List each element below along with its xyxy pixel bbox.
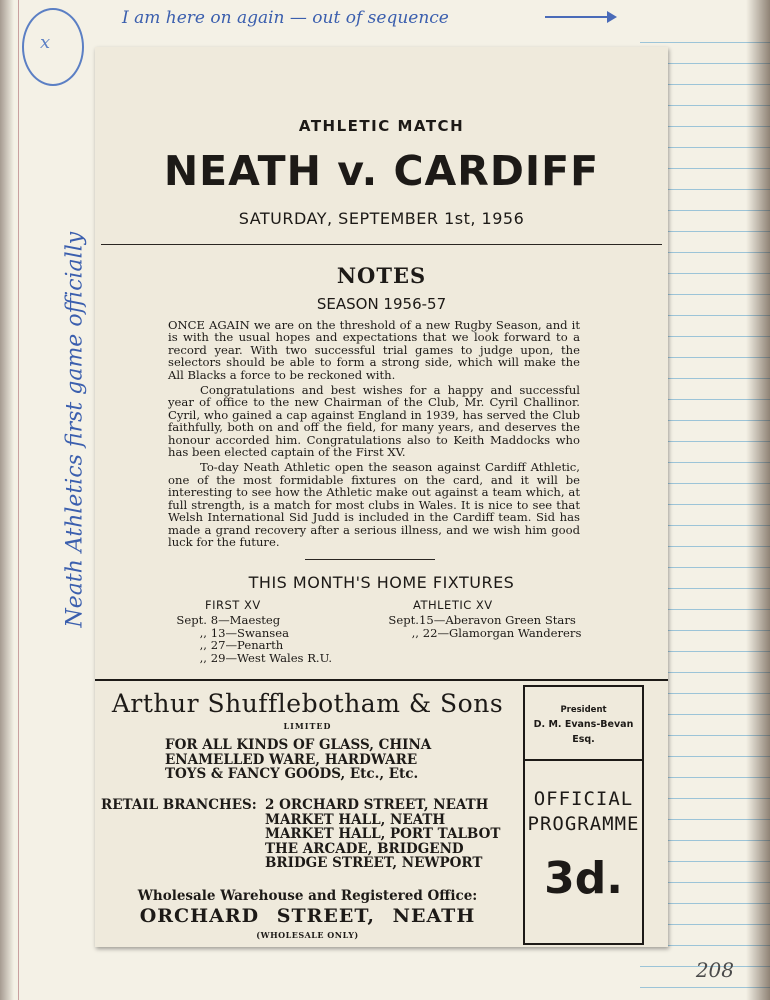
notebook-margin-line xyxy=(18,0,19,1000)
athletic-xv-heading: ATHLETIC XV xyxy=(413,598,493,612)
president-suffix: Esq. xyxy=(572,734,595,745)
shop-advert xyxy=(95,681,520,947)
notes-divider xyxy=(305,559,435,560)
page-edge-shadow xyxy=(0,0,14,1000)
president-label: President xyxy=(560,705,607,715)
fixture-row: ,, 22—Glamorgan Wanderers xyxy=(411,625,582,640)
notes-title: NOTES xyxy=(336,263,427,288)
fixtures-title: THIS MONTH'S HOME FIXTURES xyxy=(248,573,515,592)
match-programme xyxy=(95,47,668,947)
fixture-row: Sept.15—Aberavon Green Stars xyxy=(388,613,576,628)
binding-shadow xyxy=(746,0,770,1000)
advert-business-name: Arthur Shufflebotham & Sons xyxy=(111,689,504,718)
handwritten-circle-mark xyxy=(22,8,84,86)
fixture-row: ,, 29—West Wales R.U. xyxy=(199,650,333,665)
advert-goods xyxy=(165,738,431,782)
match-title: NEATH v. CARDIFF xyxy=(163,147,600,195)
programme-label-line: OFFICIAL xyxy=(533,788,634,810)
first-xv-heading: FIRST XV xyxy=(205,598,261,612)
programme-price: 3d. xyxy=(544,853,623,904)
programme-label-line: PROGRAMME xyxy=(527,813,640,835)
advert-branch-line: BRIDGE STREET, NEWPORT xyxy=(265,855,483,871)
notes-paragraph: ONCE AGAIN we are on the threshold of a new Rugby Season, and it is with the usual hopes and expectations that we look forward to a record year. With two successful trial games to judge upon, the selectors should be able to form a strong side, which will make the All Blacks a force to be reckoned with. xyxy=(168,318,580,382)
advert-limited: LIMITED xyxy=(283,721,332,731)
fixture-row: ,, 27—Penarth xyxy=(199,638,284,653)
advert-goods-line: TOYS & FANCY GOODS, Etc., Etc. xyxy=(165,766,419,782)
programme-kicker: ATHLETIC MATCH xyxy=(298,117,465,135)
advert-wholesale-only: (WHOLESALE ONLY) xyxy=(256,930,359,940)
notes-paragraph: Congratulations and best wishes for a happy and successful year of office to the new Chairman of the Club, Mr. Cyril Challinor. Cyril, who gained a cap against England in 1939, has served the Club faithfully, both on and off the field, for many years, and deserves the honour accorded him. Congratulations also to Keith Maddocks who has been elected captain of the First XV. xyxy=(168,383,580,460)
advert-branches-label: RETAIL BRANCHES: xyxy=(101,797,257,813)
advert-branch-line: MARKET HALL, NEATH xyxy=(265,811,446,828)
panel-divider xyxy=(525,759,642,761)
circle-mark-text: x xyxy=(40,32,51,53)
advert-wholesale: Wholesale Warehouse and Registered Office: xyxy=(137,888,478,904)
advert-branches xyxy=(265,798,500,871)
president-name: D. M. Evans-Bevan xyxy=(533,719,634,730)
fixture-row: Sept. 8—Maesteg xyxy=(176,613,281,628)
handwritten-top-note: I am here on again — out of sequence xyxy=(122,8,449,28)
notes-season: SEASON 1956-57 xyxy=(316,295,447,313)
advert-goods-line: FOR ALL KINDS OF GLASS, CHINA xyxy=(165,737,432,753)
notes-body xyxy=(168,319,580,551)
advert-branch-line: THE ARCADE, BRIDGEND xyxy=(265,840,464,857)
athletic-xv-fixtures xyxy=(375,599,615,639)
handwritten-page-number: 208 xyxy=(695,958,734,982)
fixture-row: ,, 13—Swansea xyxy=(199,625,290,640)
advert-branch-line: MARKET HALL, PORT TALBOT xyxy=(265,826,501,842)
handwritten-side-note: Neath Athletics first game officially xyxy=(62,231,88,628)
programme-info-panel xyxy=(523,685,644,945)
first-xv-fixtures xyxy=(167,599,367,664)
match-date: SATURDAY, SEPTEMBER 1st, 1956 xyxy=(238,209,525,228)
advert-street: ORCHARD STREET, NEATH xyxy=(139,905,476,927)
handwritten-arrow-icon xyxy=(545,16,615,18)
advert-branch-line: 2 ORCHARD STREET, NEATH xyxy=(265,797,489,813)
notes-paragraph: To-day Neath Athletic open the season against Cardiff Athletic, one of the most formidable fixtures on the card, and it will be interesting to see how the Athletic make out against a team which, at full strength, is a match for most clubs in Wales. It is nice to see that Welsh International Sid Judd is included in the Cardiff team. Sid has made a grand recovery after a serious illness, and we wish him good luck for the future. xyxy=(168,460,580,549)
header-divider xyxy=(101,244,662,245)
advert-goods-line: ENAMELLED WARE, HARDWARE xyxy=(165,751,418,768)
official-programme-label xyxy=(525,787,642,837)
